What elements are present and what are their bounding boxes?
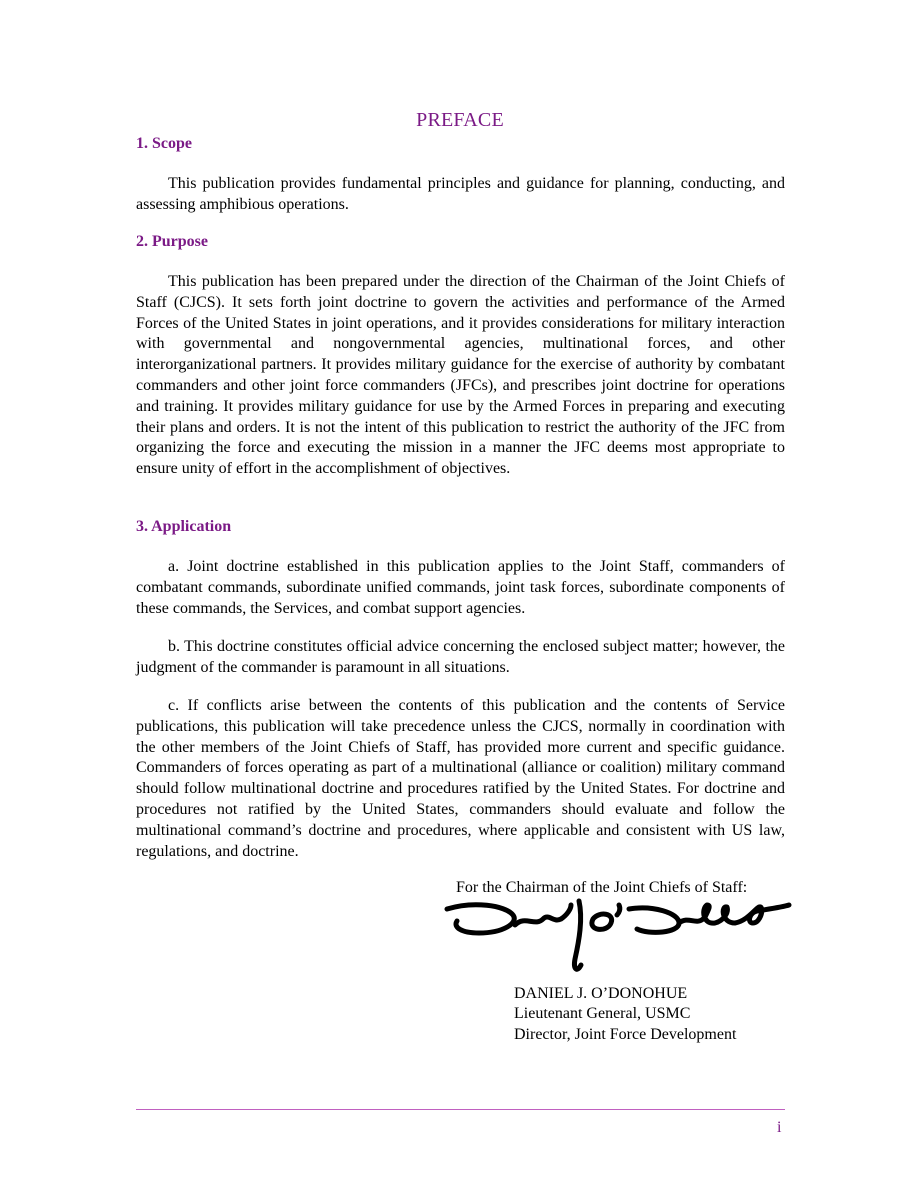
application-paragraph-a: a. Joint doctrine established in this publication applies to the Joint Staff, commanders of combatant commands, subordinate unified commands, joint task forces, subordinate components of these commands, the Services, and combat support agencies. [136, 558, 785, 617]
section-heading-scope: 1. Scope [136, 135, 192, 152]
signer-position: Director, Joint Force Development [514, 1026, 737, 1043]
purpose-paragraph: This publication has been prepared under the direction of the Chairman of the Joint Chiefs of Staff (CJCS). It sets forth joint doctrine to govern the activities and performance of the Armed Forces of the United States in joint operations, and it provides considerations for military interaction with governmental and nongovernmental agencies, multinational forces, and other interorganizational partners. It provides military guidance for the exercise of authority by combatant commanders and other joint force commanders (JFCs), and prescribes joint doctrine for operations and training. It provides military guidance for use by the Armed Forces in preparing and executing their plans and orders. It is not the intent of this publication to restrict the authority of the JFC from organizing the force and executing the mission in a manner the JFC deems most appropriate to ensure unity of effort in the accomplishment of objectives. [136, 273, 785, 478]
page-number: i [777, 1119, 782, 1136]
signer-rank: Lieutenant General, USMC [514, 1005, 691, 1022]
section-heading-purpose: 2. Purpose [136, 233, 208, 250]
section-heading-application: 3. Application [136, 518, 232, 535]
handwritten-signature [443, 895, 793, 977]
signer-name: DANIEL J. O’DONOHUE [514, 985, 688, 1002]
footer-divider [136, 1109, 785, 1110]
signature-intro: For the Chairman of the Joint Chiefs of Staff: [456, 879, 748, 896]
scope-paragraph: This publication provides fundamental principles and guidance for planning, conducting, and assessing amphibious operations. [136, 175, 785, 213]
application-paragraph-b: b. This doctrine constitutes official advice concerning the enclosed subject matter; however, the judgment of the commander is paramount in all situations. [136, 638, 785, 676]
page-title: PREFACE [416, 109, 504, 131]
application-paragraph-c: c. If conflicts arise between the contents of this publication and the contents of Service publications, this publication will take precedence unless the CJCS, normally in coordination with the other members of the Joint Chiefs of Staff, has provided more current and specific guidance. Commanders of forces operating as part of a multinational (alliance or coalition) military command should follow multinational doctrine and procedures ratified by the United States. For doctrine and procedures not ratified by the United States, commanders should evaluate and follow the multinational command’s doctrine and procedures, where applicable and consistent with US law, regulations, and doctrine. [136, 697, 785, 860]
